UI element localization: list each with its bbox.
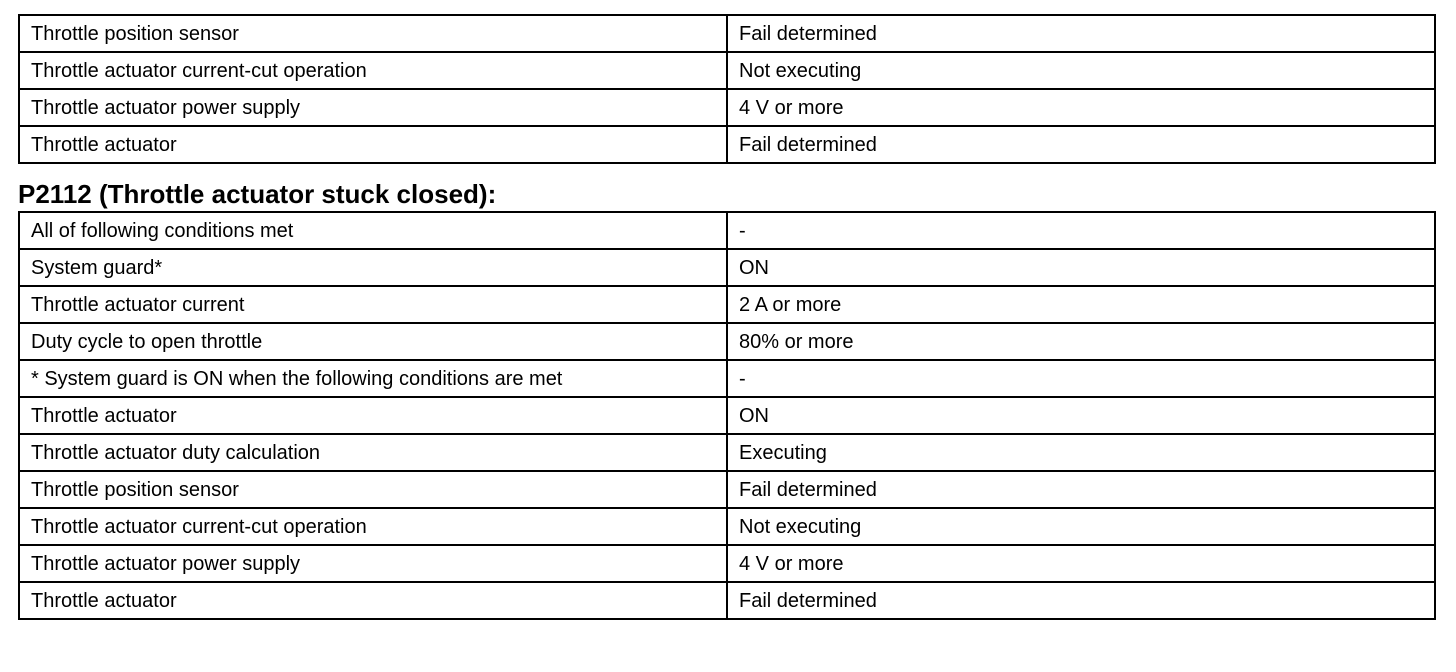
table-row (19, 434, 1435, 471)
value-cell: 4 V or more (727, 89, 1435, 126)
section-heading: P2112 (Throttle actuator stuck closed): (18, 179, 497, 209)
value-cell: Fail determined (727, 15, 1435, 52)
table-row (19, 508, 1435, 545)
condition-cell: Throttle actuator current (19, 286, 727, 323)
value-cell: Not executing (727, 508, 1435, 545)
table-row (19, 126, 1435, 163)
table-row (19, 249, 1435, 286)
table-row (19, 545, 1435, 582)
condition-cell: Throttle actuator (19, 582, 727, 619)
condition-cell: Throttle position sensor (19, 15, 727, 52)
condition-cell: All of following conditions met (19, 212, 727, 249)
value-cell: 80% or more (727, 323, 1435, 360)
document-page (18, 14, 1434, 620)
value-cell: 2 A or more (727, 286, 1435, 323)
value-cell: ON (727, 397, 1435, 434)
condition-cell: Throttle actuator (19, 126, 727, 163)
value-cell: Fail determined (727, 582, 1435, 619)
value-cell: 4 V or more (727, 545, 1435, 582)
condition-cell: * System guard is ON when the following conditions are met (19, 360, 727, 397)
condition-cell: Throttle actuator power supply (19, 545, 727, 582)
value-cell: - (727, 360, 1435, 397)
condition-cell: Throttle actuator current-cut operation (19, 508, 727, 545)
value-cell: - (727, 212, 1435, 249)
table-row (19, 323, 1435, 360)
condition-cell: Throttle actuator current-cut operation (19, 52, 727, 89)
table-row (19, 15, 1435, 52)
value-cell: Executing (727, 434, 1435, 471)
table-row (19, 212, 1435, 249)
value-cell: Not executing (727, 52, 1435, 89)
condition-cell: System guard* (19, 249, 727, 286)
condition-cell: Duty cycle to open throttle (19, 323, 727, 360)
table-row (19, 286, 1435, 323)
value-cell: ON (727, 249, 1435, 286)
table-row (19, 360, 1435, 397)
condition-cell: Throttle actuator duty calculation (19, 434, 727, 471)
conditions-table-main (18, 211, 1436, 620)
table-row (19, 582, 1435, 619)
condition-cell: Throttle actuator (19, 397, 727, 434)
table-row (19, 471, 1435, 508)
condition-cell: Throttle position sensor (19, 471, 727, 508)
value-cell: Fail determined (727, 126, 1435, 163)
condition-cell: Throttle actuator power supply (19, 89, 727, 126)
table-row (19, 89, 1435, 126)
conditions-table-top (18, 14, 1436, 164)
table-row (19, 397, 1435, 434)
table-row (19, 52, 1435, 89)
value-cell: Fail determined (727, 471, 1435, 508)
